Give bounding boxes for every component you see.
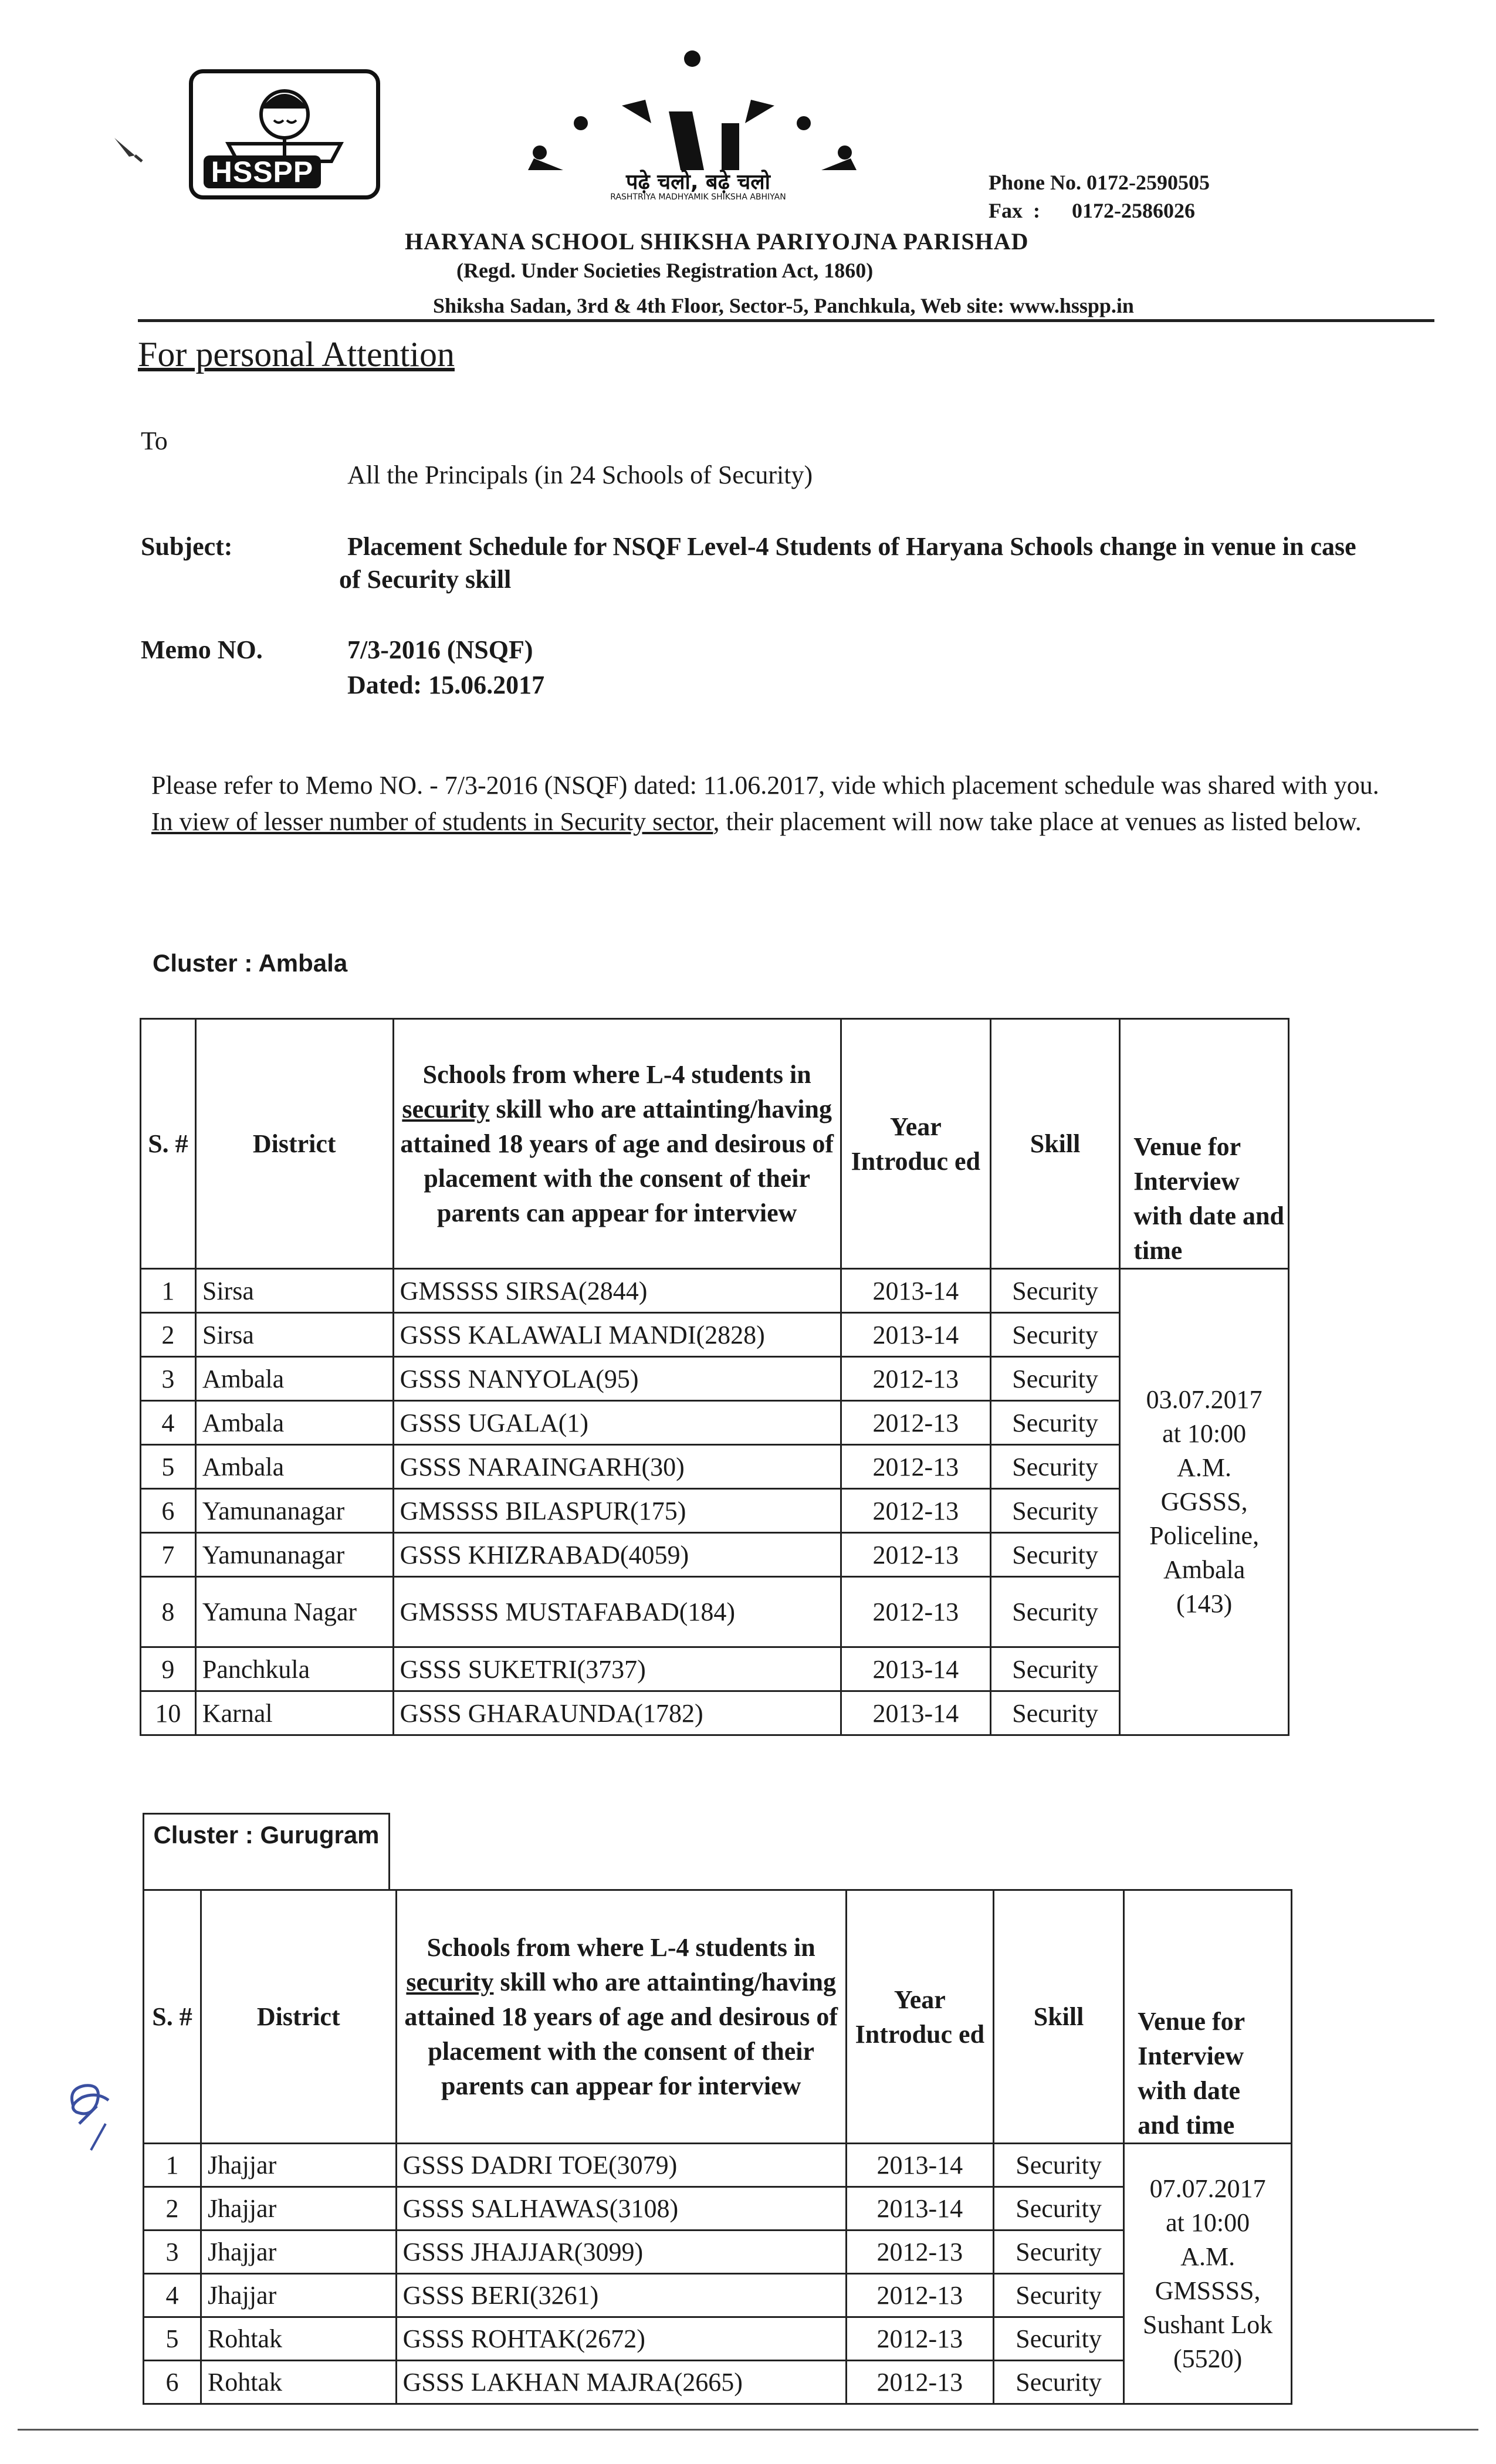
- emblem-subtext: RASHTRIYA MADHYAMIK SHIKSHA ABHIYAN: [610, 192, 786, 199]
- memo-number: 7/3-2016 (NSQF): [347, 635, 533, 664]
- subject-text: Placement Schedule for NSQF Level-4 Students of Haryana Schools change in venue in case of Security skill: [339, 532, 1356, 594]
- table-row: [144, 2187, 1292, 2231]
- cell-district: Ambala: [195, 1445, 393, 1489]
- cell-skill: Security: [990, 1269, 1119, 1313]
- memo-label: Memo NO.: [141, 635, 263, 664]
- header-venue: Venue for Interview with date and time: [1124, 1890, 1292, 2144]
- cell-skill: Security: [993, 2317, 1123, 2361]
- cell-school: GSSS LAKHAN MAJRA(2665): [396, 2361, 846, 2404]
- cell-venue: 03.07.2017 at 10:00 A.M. GGSSS, Policeline, Ambala (143): [1120, 1269, 1289, 1735]
- cell-school: GSSS SALHAWAS(3108): [396, 2187, 846, 2231]
- table-row: [144, 2144, 1292, 2187]
- attention-heading: For personal Attention: [138, 335, 455, 374]
- cell-sno: 10: [141, 1691, 196, 1735]
- table-row: [141, 1313, 1289, 1357]
- cell-year: 2012-13: [841, 1489, 990, 1533]
- header-year: Year Introduc ed: [841, 1019, 990, 1269]
- cell-sno: 2: [141, 1313, 196, 1357]
- header-district: District: [195, 1019, 393, 1269]
- cell-skill: Security: [990, 1691, 1119, 1735]
- cell-school: GSSS DADRI TOE(3079): [396, 2144, 846, 2187]
- table-row: [141, 1357, 1289, 1401]
- header-schools-underlined: security: [406, 1968, 494, 1996]
- header-schools-post: skill who are attainting/having attained 18 years of age and desirous of placement with the consent of their parents can appear for interview: [404, 1968, 838, 2100]
- cell-district: Jhajjar: [201, 2144, 396, 2187]
- table-row: [141, 1533, 1289, 1577]
- cell-sno: 4: [144, 2274, 201, 2317]
- phone-number: Phone No. 0172-2590505: [989, 171, 1210, 194]
- schedule-table-ambala: [140, 1018, 1289, 1736]
- cell-district: Panchkula: [195, 1647, 393, 1691]
- cell-sno: 9: [141, 1647, 196, 1691]
- header-schools: [396, 1890, 846, 2144]
- cell-sno: 5: [141, 1445, 196, 1489]
- header-divider: [138, 319, 1434, 322]
- pen-mark-icon: [111, 132, 147, 167]
- cluster-label-gurugram: Cluster : Gurugram: [143, 1813, 390, 1891]
- cell-school: GSSS ROHTAK(2672): [396, 2317, 846, 2361]
- subject-label: Subject:: [141, 532, 233, 561]
- cell-district: Jhajjar: [201, 2274, 396, 2317]
- cell-sno: 7: [141, 1533, 196, 1577]
- logo-text: HSSPP: [204, 155, 321, 188]
- cell-sno: 4: [141, 1401, 196, 1445]
- rmsa-emblem-icon: [446, 35, 950, 199]
- cell-skill: Security: [993, 2144, 1123, 2187]
- hsspp-logo: [189, 69, 380, 199]
- table-row: [141, 1577, 1289, 1647]
- cell-school: GSSS KHIZRABAD(4059): [393, 1533, 841, 1577]
- header-district: District: [201, 1890, 396, 2144]
- cell-skill: Security: [990, 1577, 1119, 1647]
- body-text-part2: , their placement will now take place at venues as listed below.: [713, 807, 1362, 836]
- cell-sno: 8: [141, 1577, 196, 1647]
- cell-district: Rohtak: [201, 2361, 396, 2404]
- cell-venue: 07.07.2017 at 10:00 A.M. GMSSSS, Sushant Lok (5520): [1124, 2144, 1292, 2404]
- body-text-underlined: In view of lesser number of students in Security sector: [151, 807, 713, 836]
- cell-school: GSSS JHAJJAR(3099): [396, 2231, 846, 2274]
- to-label: To: [141, 427, 168, 455]
- signature-mark-icon: [56, 2071, 126, 2153]
- header-schools-post: skill who are attainting/having attained 18 years of age and desirous of placement with the consent of their parents can appear for interview: [400, 1095, 834, 1227]
- cell-district: Yamunanagar: [195, 1489, 393, 1533]
- cell-school: GMSSSS MUSTAFABAD(184): [393, 1577, 841, 1647]
- table-row: [141, 1489, 1289, 1533]
- cell-year: 2013-14: [841, 1313, 990, 1357]
- header-schools-pre: Schools from where L-4 students in: [427, 1933, 815, 1962]
- cell-district: Ambala: [195, 1357, 393, 1401]
- header-schools: [393, 1019, 841, 1269]
- table-row: [141, 1445, 1289, 1489]
- cell-skill: Security: [990, 1357, 1119, 1401]
- header-year: Year Introduc ed: [846, 1890, 993, 2144]
- cell-year: 2013-14: [841, 1691, 990, 1735]
- cell-skill: Security: [993, 2361, 1123, 2404]
- cell-school: GSSS NARAINGARH(30): [393, 1445, 841, 1489]
- cell-year: 2012-13: [841, 1577, 990, 1647]
- table-row: [144, 2361, 1292, 2404]
- cell-skill: Security: [990, 1647, 1119, 1691]
- header-skill: Skill: [993, 1890, 1123, 2144]
- emblem-text: पढ़े चलो, बढ़े चलो: [626, 170, 770, 194]
- cluster-label-ambala: Cluster : Ambala: [153, 949, 348, 977]
- cell-district: Jhajjar: [201, 2187, 396, 2231]
- table-row: [141, 1647, 1289, 1691]
- cell-year: 2012-13: [841, 1533, 990, 1577]
- cell-district: Sirsa: [195, 1269, 393, 1313]
- cell-year: 2012-13: [846, 2317, 993, 2361]
- cell-school: GSSS GHARAUNDA(1782): [393, 1691, 841, 1735]
- cell-skill: Security: [993, 2187, 1123, 2231]
- cell-skill: Security: [990, 1313, 1119, 1357]
- cell-sno: 3: [144, 2231, 201, 2274]
- cell-sno: 1: [144, 2144, 201, 2187]
- cell-district: Yamunanagar: [195, 1533, 393, 1577]
- cell-year: 2013-14: [841, 1269, 990, 1313]
- header-venue: Venue for Interview with date and time: [1120, 1019, 1289, 1269]
- cell-year: 2012-13: [841, 1357, 990, 1401]
- table-row: [144, 2231, 1292, 2274]
- cell-district: Ambala: [195, 1401, 393, 1445]
- cell-school: GMSSSS BILASPUR(175): [393, 1489, 841, 1533]
- cell-school: GSSS BERI(3261): [396, 2274, 846, 2317]
- cell-school: GSSS KALAWALI MANDI(2828): [393, 1313, 841, 1357]
- registration-note: (Regd. Under Societies Registration Act, 1860): [456, 259, 874, 282]
- header-skill: Skill: [990, 1019, 1119, 1269]
- table-row: [144, 2274, 1292, 2317]
- cell-district: Jhajjar: [201, 2231, 396, 2274]
- organization-address: Shiksha Sadan, 3rd & 4th Floor, Sector-5, Panchkula, Web site: www.hsspp.in: [433, 294, 1134, 317]
- cell-year: 2013-14: [846, 2144, 993, 2187]
- memo-date: Dated: 15.06.2017: [347, 671, 545, 699]
- table-row: [141, 1269, 1289, 1313]
- table-row: [144, 2317, 1292, 2361]
- cell-year: 2012-13: [846, 2274, 993, 2317]
- cell-year: 2012-13: [841, 1445, 990, 1489]
- cell-skill: Security: [990, 1533, 1119, 1577]
- table-row: [141, 1691, 1289, 1735]
- cell-year: 2013-14: [841, 1647, 990, 1691]
- recipient: All the Principals (in 24 Schools of Security): [347, 461, 813, 489]
- cell-year: 2013-14: [846, 2187, 993, 2231]
- cell-sno: 3: [141, 1357, 196, 1401]
- header-schools-pre: Schools from where L-4 students in: [422, 1060, 811, 1089]
- body-text-part1: Please refer to Memo NO. - 7/3-2016 (NSQF) dated: 11.06.2017, vide which placement schedule was shared with you.: [151, 771, 1379, 800]
- cell-school: GSSS UGALA(1): [393, 1401, 841, 1445]
- cell-sno: 2: [144, 2187, 201, 2231]
- cell-sno: 6: [144, 2361, 201, 2404]
- organization-name: HARYANA SCHOOL SHIKSHA PARIYOJNA PARISHAD: [405, 228, 1029, 255]
- cell-year: 2012-13: [841, 1401, 990, 1445]
- cell-district: Yamuna Nagar: [195, 1577, 393, 1647]
- cell-skill: Security: [990, 1445, 1119, 1489]
- cell-skill: Security: [990, 1489, 1119, 1533]
- header-sno: S. #: [141, 1019, 196, 1269]
- body-paragraph: [151, 767, 1401, 840]
- cell-skill: Security: [990, 1401, 1119, 1445]
- header-schools-underlined: security: [402, 1095, 490, 1123]
- cell-school: GMSSSS SIRSA(2844): [393, 1269, 841, 1313]
- cell-school: GSSS NANYOLA(95): [393, 1357, 841, 1401]
- cell-skill: Security: [993, 2231, 1123, 2274]
- cell-sno: 6: [141, 1489, 196, 1533]
- table-row: [141, 1401, 1289, 1445]
- footer-divider: [18, 2429, 1478, 2431]
- cell-district: Rohtak: [201, 2317, 396, 2361]
- fax-number: Fax : 0172-2586026: [989, 199, 1195, 222]
- cell-sno: 5: [144, 2317, 201, 2361]
- cell-district: Sirsa: [195, 1313, 393, 1357]
- cell-skill: Security: [993, 2274, 1123, 2317]
- cell-school: GSSS SUKETRI(3737): [393, 1647, 841, 1691]
- cell-year: 2012-13: [846, 2231, 993, 2274]
- cell-sno: 1: [141, 1269, 196, 1313]
- schedule-table-gurugram: [143, 1889, 1292, 2405]
- cell-year: 2012-13: [846, 2361, 993, 2404]
- header-sno: S. #: [144, 1890, 201, 2144]
- cell-district: Karnal: [195, 1691, 393, 1735]
